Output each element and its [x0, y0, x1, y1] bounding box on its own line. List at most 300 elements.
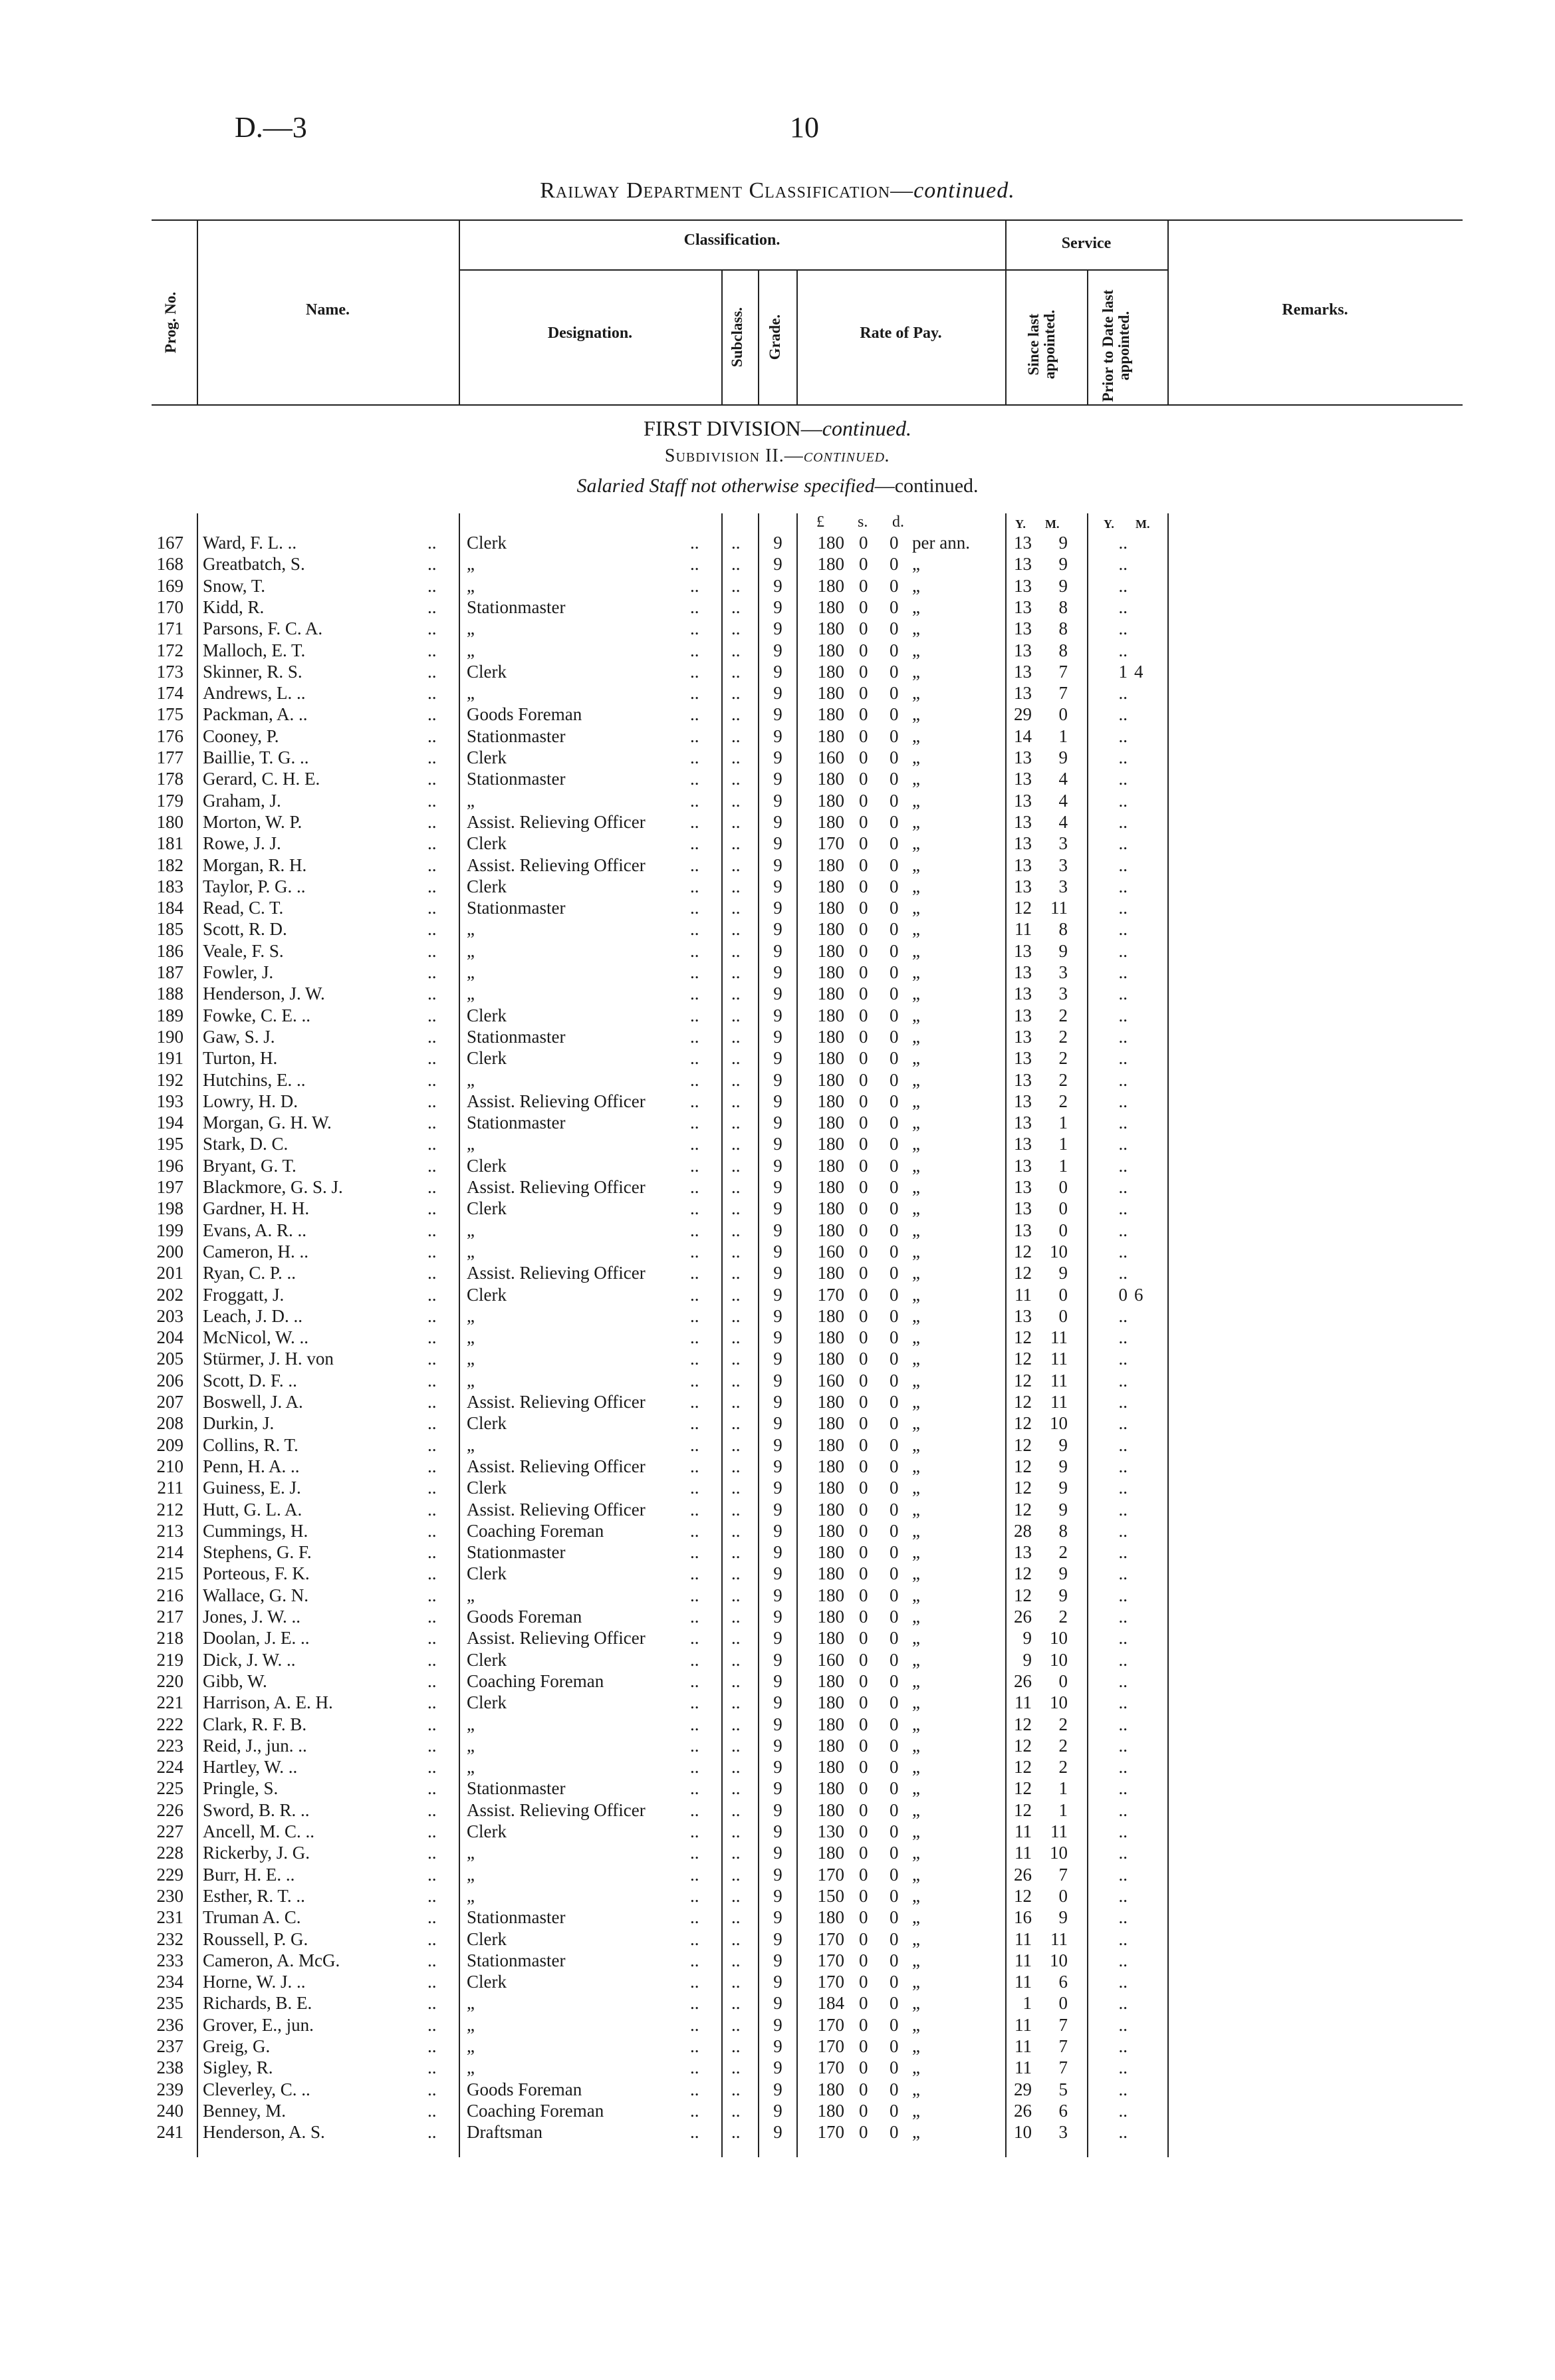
dot-leader: ..	[731, 1005, 741, 1025]
dot-leader: ..	[731, 962, 741, 982]
prog-no: 218	[156, 1628, 183, 1649]
grade: 9	[773, 2122, 782, 2143]
service-years: 13	[1014, 575, 1032, 596]
pay-period: „	[912, 1670, 920, 1691]
grade: 9	[773, 1714, 782, 1734]
pay-pence: 0	[890, 1692, 899, 1713]
service-years: 10	[1014, 2122, 1032, 2143]
service-years: 26	[1014, 1607, 1032, 1627]
service-years: 12	[1014, 1499, 1032, 1520]
table-row	[0, 1821, 1555, 1842]
dot-leader: ..	[690, 1972, 699, 1992]
pay-pence: 0	[890, 1155, 899, 1176]
pay-shillings: 0	[859, 1241, 868, 1261]
prior-years: ..	[1118, 1799, 1128, 1820]
pay-shillings: 0	[859, 1778, 868, 1799]
dot-leader: ..	[690, 1821, 699, 1841]
designation: Coaching Foreman	[467, 1670, 604, 1691]
pay-shillings: 0	[859, 747, 868, 767]
service-months: 0	[1058, 1993, 1068, 2014]
prior-years: ..	[1118, 984, 1128, 1004]
grade: 9	[773, 575, 782, 596]
pay-pence: 0	[890, 1392, 899, 1412]
dot-leader: ..	[731, 1499, 741, 1520]
service-years: 13	[1014, 769, 1032, 789]
dot-leader: ..	[690, 661, 699, 682]
service-years: 13	[1014, 1305, 1032, 1326]
grade: 9	[773, 1177, 782, 1197]
prior-years: ..	[1118, 855, 1128, 875]
pay-pounds: 180	[817, 596, 844, 617]
prior-years: ..	[1118, 1349, 1128, 1369]
grade: 9	[773, 919, 782, 940]
pay-period: „	[912, 1649, 920, 1670]
pay-shillings: 0	[859, 1048, 868, 1069]
dot-leader: ..	[690, 1005, 699, 1025]
table-row	[0, 1670, 1555, 1692]
prior-years: ..	[1118, 1585, 1128, 1605]
dot-leader: ..	[427, 1993, 437, 2014]
pay-period: „	[912, 1327, 920, 1348]
service-months: 8	[1058, 919, 1068, 940]
pay-pence: 0	[890, 1198, 899, 1219]
service-years: 13	[1014, 661, 1032, 682]
table-row	[0, 2100, 1555, 2121]
designation: „	[467, 640, 475, 660]
service-months: 8	[1058, 596, 1068, 617]
service-years: 13	[1014, 596, 1032, 617]
pay-period: „	[912, 1714, 920, 1734]
dot-leader: ..	[690, 1263, 699, 1283]
prior-years: ..	[1118, 2079, 1128, 2099]
pay-period: „	[912, 1392, 920, 1412]
service-years: 13	[1014, 1113, 1032, 1133]
grade: 9	[773, 1649, 782, 1670]
dot-leader: ..	[427, 1885, 437, 1906]
dot-leader: ..	[690, 596, 699, 617]
service-years: 14	[1014, 726, 1032, 746]
staff-name: Scott, R. D.	[203, 919, 287, 940]
service-months: 3	[1058, 2122, 1068, 2143]
pay-pounds: 170	[817, 1864, 844, 1885]
prior-years: ..	[1118, 1305, 1128, 1326]
pay-pence: 0	[890, 1520, 899, 1541]
pay-pounds: 180	[817, 919, 844, 940]
grade: 9	[773, 1327, 782, 1348]
dot-leader: ..	[427, 1026, 437, 1047]
service-years: 13	[1014, 790, 1032, 811]
prior-years: ..	[1118, 1263, 1128, 1283]
prog-no: 221	[156, 1692, 183, 1713]
dot-leader: ..	[690, 2036, 699, 2056]
pay-period: „	[912, 640, 920, 660]
pay-period: „	[912, 596, 920, 617]
dot-leader: ..	[731, 855, 741, 875]
dot-leader: ..	[427, 704, 437, 725]
dot-leader: ..	[731, 683, 741, 704]
pay-pounds: 180	[817, 1005, 844, 1025]
dot-leader: ..	[427, 683, 437, 704]
pay-pence: 0	[890, 640, 899, 660]
pay-pounds: 180	[817, 1628, 844, 1649]
staff-name: Morgan, G. H. W.	[203, 1113, 332, 1133]
dot-leader: ..	[427, 855, 437, 875]
prog-no: 222	[156, 1714, 183, 1734]
pay-pence: 0	[890, 898, 899, 918]
pay-period: „	[912, 1349, 920, 1369]
dot-leader: ..	[731, 2100, 741, 2121]
table-row	[0, 1864, 1555, 1885]
unit-years: Y.	[1015, 517, 1026, 531]
pay-pence: 0	[890, 1048, 899, 1069]
service-years: 11	[1015, 1843, 1032, 1863]
table-row	[0, 1112, 1555, 1133]
prior-years: ..	[1118, 1928, 1128, 1949]
staff-name: Cummings, H.	[203, 1520, 308, 1541]
pay-pounds: 180	[817, 1220, 844, 1240]
dot-leader: ..	[427, 876, 437, 896]
pay-shillings: 0	[859, 1542, 868, 1563]
pay-period: „	[912, 2057, 920, 2078]
service-months: 3	[1058, 855, 1068, 875]
dot-leader: ..	[690, 855, 699, 875]
prog-no: 238	[156, 2057, 183, 2078]
pay-pence: 0	[890, 1456, 899, 1476]
dot-leader: ..	[731, 1456, 741, 1476]
pay-period: „	[912, 984, 920, 1004]
pay-shillings: 0	[859, 1456, 868, 1476]
service-months: 10	[1050, 1843, 1068, 1863]
table-row	[0, 1928, 1555, 1950]
pay-pounds: 180	[817, 704, 844, 725]
table-row	[0, 704, 1555, 725]
table-row	[0, 1241, 1555, 1262]
prior-years: ..	[1118, 1134, 1128, 1154]
dot-leader: ..	[690, 1349, 699, 1369]
dot-leader: ..	[731, 984, 741, 1004]
service-months: 3	[1058, 962, 1068, 982]
service-years: 13	[1014, 683, 1032, 704]
grade: 9	[773, 1563, 782, 1584]
pay-shillings: 0	[859, 769, 868, 789]
dot-leader: ..	[690, 790, 699, 811]
dot-leader: ..	[690, 1177, 699, 1197]
staff-name: Truman A. C.	[203, 1907, 301, 1928]
pay-shillings: 0	[859, 1220, 868, 1240]
pay-pence: 0	[890, 1864, 899, 1885]
pay-pounds: 180	[817, 1499, 844, 1520]
dot-leader: ..	[731, 1284, 741, 1305]
dot-leader: ..	[731, 1799, 741, 1820]
staff-name: Lowry, H. D.	[203, 1091, 298, 1111]
designation: Assist. Relieving Officer	[467, 1392, 646, 1412]
service-years: 13	[1014, 1198, 1032, 1219]
prog-no: 169	[156, 575, 183, 596]
dot-leader: ..	[690, 2014, 699, 2035]
staff-name: Greig, G.	[203, 2036, 271, 2056]
service-years: 12	[1014, 1735, 1032, 1756]
pay-pounds: 170	[817, 1284, 844, 1305]
grade: 9	[773, 1628, 782, 1649]
prior-years: ..	[1118, 1864, 1128, 1885]
designation: „	[467, 2036, 475, 2056]
service-months: 9	[1058, 1456, 1068, 1476]
table-row	[0, 1778, 1555, 1799]
table-row	[0, 2121, 1555, 2143]
pay-pounds: 180	[817, 1349, 844, 1369]
grade: 9	[773, 2100, 782, 2121]
pay-period: „	[912, 1413, 920, 1434]
pay-pence: 0	[890, 1563, 899, 1584]
pay-pence: 0	[890, 1950, 899, 1970]
service-years: 13	[1014, 1048, 1032, 1069]
pay-period: „	[912, 726, 920, 746]
col-remarks: Remarks.	[1282, 301, 1348, 319]
prog-no: 241	[156, 2122, 183, 2143]
table-row	[0, 553, 1555, 575]
service-years: 29	[1014, 2079, 1032, 2099]
pay-pence: 0	[890, 984, 899, 1004]
col-since-last-appointed: Since last appointed.	[1025, 309, 1058, 380]
prog-no: 195	[156, 1134, 183, 1154]
prior-years: ..	[1118, 1456, 1128, 1476]
table-row	[0, 897, 1555, 918]
pay-pence: 0	[890, 769, 899, 789]
pay-shillings: 0	[859, 1972, 868, 1992]
prog-no: 173	[156, 661, 183, 682]
prior-years: ..	[1118, 1370, 1128, 1390]
service-years: 12	[1014, 1757, 1032, 1778]
staff-name: Roussell, P. G.	[203, 1928, 308, 1949]
designation: Stationmaster	[467, 726, 566, 746]
pay-pounds: 180	[817, 640, 844, 660]
dot-leader: ..	[427, 1821, 437, 1841]
service-months: 1	[1058, 1155, 1068, 1176]
prog-no: 204	[156, 1327, 183, 1348]
dot-leader: ..	[427, 726, 437, 746]
designation: Goods Foreman	[467, 1607, 582, 1627]
staff-name: Cooney, P.	[203, 726, 279, 746]
service-months: 11	[1050, 898, 1068, 918]
designation: Assist. Relieving Officer	[467, 1456, 646, 1476]
designation: Clerk	[467, 1478, 507, 1498]
dot-leader: ..	[427, 1177, 437, 1197]
pay-pounds: 180	[817, 554, 844, 575]
pay-pence: 0	[890, 1091, 899, 1111]
prog-no: 191	[156, 1048, 183, 1069]
table-row	[0, 596, 1555, 618]
col-designation: Designation.	[547, 325, 633, 342]
service-years: 11	[1015, 1972, 1032, 1992]
grade: 9	[773, 1155, 782, 1176]
staff-name: Stephens, G. F.	[203, 1542, 312, 1563]
staff-name: Penn, H. A. ..	[203, 1456, 300, 1476]
pay-pence: 0	[890, 1972, 899, 1992]
dot-leader: ..	[427, 940, 437, 961]
pay-shillings: 0	[859, 1607, 868, 1627]
dot-leader: ..	[731, 1542, 741, 1563]
dot-leader: ..	[427, 640, 437, 660]
unit-years: Y.	[1104, 517, 1114, 531]
pay-pounds: 180	[817, 811, 844, 832]
pay-shillings: 0	[859, 811, 868, 832]
service-months: 4	[1058, 769, 1068, 789]
dot-leader: ..	[690, 876, 699, 896]
staff-name: Burr, H. E. ..	[203, 1864, 295, 1885]
service-years: 26	[1014, 2100, 1032, 2121]
service-months: 11	[1050, 1327, 1068, 1348]
pay-pence: 0	[890, 1263, 899, 1283]
pay-period: „	[912, 1134, 920, 1154]
prior-years: ..	[1118, 618, 1128, 639]
service-months: 0	[1058, 704, 1068, 725]
designation: „	[467, 1134, 475, 1154]
pay-period: „	[912, 554, 920, 575]
staff-name: Grover, E., jun.	[203, 2014, 314, 2035]
grade: 9	[773, 1220, 782, 1240]
table-row	[0, 2057, 1555, 2078]
pay-pounds: 180	[817, 1714, 844, 1734]
dot-leader: ..	[427, 1607, 437, 1627]
prog-no: 185	[156, 919, 183, 940]
prog-no: 197	[156, 1177, 183, 1197]
dot-leader: ..	[427, 919, 437, 940]
dot-leader: ..	[427, 1241, 437, 1261]
table-row	[0, 1091, 1555, 1112]
dot-leader: ..	[427, 1907, 437, 1928]
prog-no: 178	[156, 769, 183, 789]
service-years: 13	[1014, 1069, 1032, 1090]
pay-shillings: 0	[859, 1864, 868, 1885]
pay-pence: 0	[890, 1885, 899, 1906]
dot-leader: ..	[427, 1456, 437, 1476]
dot-leader: ..	[690, 919, 699, 940]
table-row	[0, 1714, 1555, 1735]
grade: 9	[773, 1778, 782, 1799]
pay-period: „	[912, 1177, 920, 1197]
service-months: 2	[1058, 1091, 1068, 1111]
dot-leader: ..	[690, 533, 699, 553]
service-months: 8	[1058, 1520, 1068, 1541]
table-row	[0, 2014, 1555, 2036]
service-years: 13	[1014, 533, 1032, 553]
table-row	[0, 1026, 1555, 1047]
pay-pounds: 180	[817, 790, 844, 811]
dot-leader: ..	[690, 1198, 699, 1219]
pay-pence: 0	[890, 919, 899, 940]
prog-no: 232	[156, 1928, 183, 1949]
staff-name: Henderson, J. W.	[203, 984, 325, 1004]
grade: 9	[773, 1134, 782, 1154]
service-years: 13	[1014, 984, 1032, 1004]
pay-pence: 0	[890, 661, 899, 682]
dot-leader: ..	[690, 811, 699, 832]
service-months: 7	[1058, 661, 1068, 682]
designation: „	[467, 1241, 475, 1261]
division-continued: continued.	[822, 416, 911, 440]
table-row	[0, 1627, 1555, 1649]
prior-years: ..	[1118, 640, 1128, 660]
service-months: 2	[1058, 1714, 1068, 1734]
dot-leader: ..	[731, 661, 741, 682]
prior-years: ..	[1118, 1670, 1128, 1691]
dot-leader: ..	[427, 1843, 437, 1863]
pay-period: „	[912, 704, 920, 725]
dot-leader: ..	[690, 1499, 699, 1520]
prior-years: ..	[1118, 1885, 1128, 1906]
pay-period: „	[912, 1907, 920, 1928]
pay-pounds: 170	[817, 2122, 844, 2143]
prog-no: 214	[156, 1542, 183, 1563]
designation: Clerk	[467, 533, 507, 553]
pay-shillings: 0	[859, 1928, 868, 1949]
unit-months: M.	[1045, 517, 1060, 531]
grade: 9	[773, 704, 782, 725]
prior-years: ..	[1118, 898, 1128, 918]
service-months: 7	[1058, 2057, 1068, 2078]
staff-name: Hutt, G. L. A.	[203, 1499, 302, 1520]
dot-leader: ..	[690, 940, 699, 961]
grade: 9	[773, 1692, 782, 1713]
dot-leader: ..	[427, 1649, 437, 1670]
prog-no: 230	[156, 1885, 183, 1906]
service-years: 12	[1014, 1563, 1032, 1584]
pay-shillings: 0	[859, 919, 868, 940]
table-row	[0, 1477, 1555, 1498]
classification-rule	[459, 269, 1005, 271]
table-row	[0, 1198, 1555, 1219]
service-months: 9	[1058, 1563, 1068, 1584]
prog-no: 210	[156, 1456, 183, 1476]
pay-shillings: 0	[859, 1392, 868, 1412]
prog-no: 225	[156, 1778, 183, 1799]
pay-pence: 0	[890, 1005, 899, 1025]
dot-leader: ..	[690, 1692, 699, 1713]
dot-leader: ..	[731, 833, 741, 854]
dot-leader: ..	[690, 1735, 699, 1756]
staff-name: Read, C. T.	[203, 898, 284, 918]
dot-leader: ..	[427, 1499, 437, 1520]
dot-leader: ..	[731, 1349, 741, 1369]
staff-name: Ward, F. L. ..	[203, 533, 297, 553]
dot-leader: ..	[427, 898, 437, 918]
service-months: 11	[1050, 1821, 1068, 1841]
pay-pounds: 180	[817, 533, 844, 553]
grade: 9	[773, 726, 782, 746]
pay-shillings: 0	[859, 1177, 868, 1197]
page-number: 10	[790, 111, 819, 144]
staff-name: Stürmer, J. H. von	[203, 1349, 334, 1369]
staff-name: Hartley, W. ..	[203, 1757, 298, 1778]
table-row	[0, 1176, 1555, 1198]
grade: 9	[773, 833, 782, 854]
service-months: 8	[1058, 618, 1068, 639]
service-years: 11	[1015, 2014, 1032, 2035]
pay-shillings: 0	[859, 1499, 868, 1520]
service-months: 2	[1058, 1069, 1068, 1090]
staff-name: Gardner, H. H.	[203, 1198, 310, 1219]
service-months: 10	[1050, 1628, 1068, 1649]
grade: 9	[773, 1413, 782, 1434]
prior-years: ..	[1118, 1005, 1128, 1025]
pay-period: „	[912, 1241, 920, 1261]
dot-leader: ..	[731, 940, 741, 961]
pay-period: „	[912, 1799, 920, 1820]
dot-leader: ..	[731, 2122, 741, 2143]
service-years: 13	[1014, 1220, 1032, 1240]
pay-pounds: 160	[817, 1241, 844, 1261]
service-years: 11	[1015, 1950, 1032, 1970]
